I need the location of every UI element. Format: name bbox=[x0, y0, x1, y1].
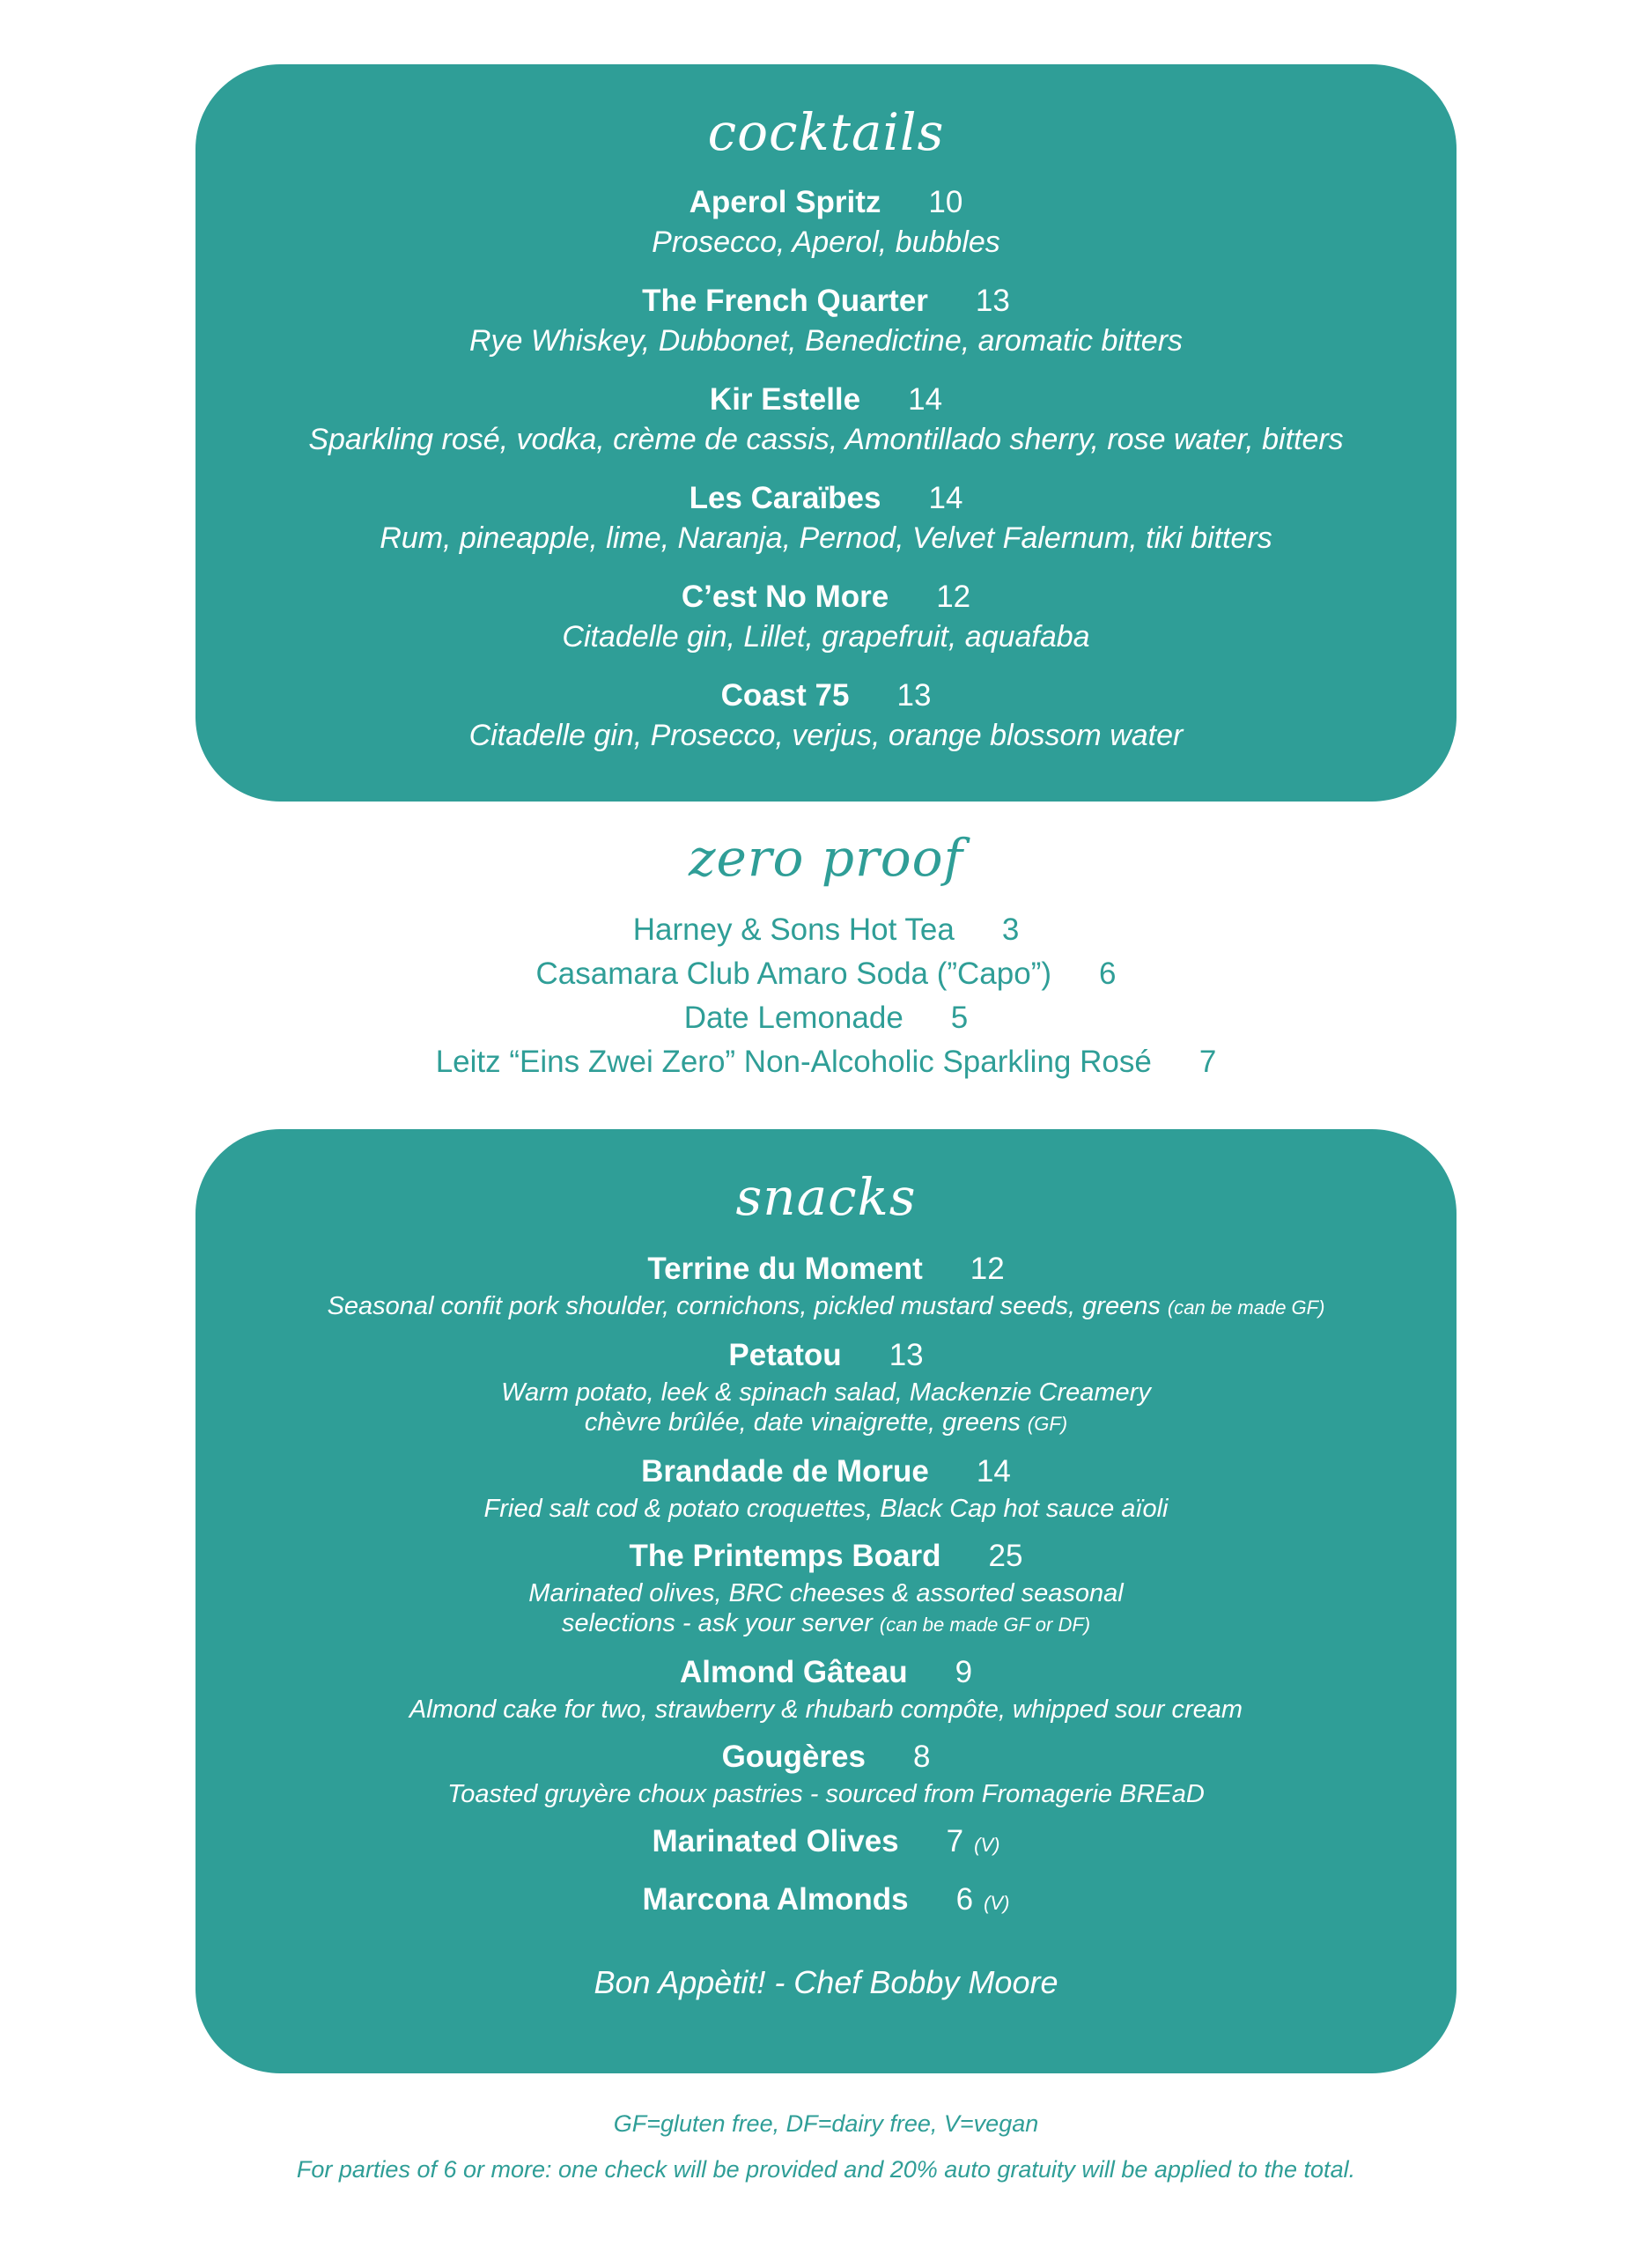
item-price: 13 bbox=[889, 1338, 924, 1372]
item-name: Almond Gâteau bbox=[679, 1655, 908, 1689]
menu-item bbox=[195, 1450, 1457, 1524]
item-price: 7 bbox=[1198, 1045, 1217, 1079]
snacks-heading: snacks bbox=[735, 1167, 917, 1227]
menu-item bbox=[195, 1735, 1457, 1809]
item-name: Gougères bbox=[721, 1740, 866, 1774]
item-price: 14 bbox=[976, 1454, 1011, 1489]
item-name: Kir Estelle bbox=[709, 382, 861, 417]
snacks-list bbox=[195, 1247, 1457, 1925]
menu-item bbox=[0, 952, 1652, 996]
menu-item bbox=[195, 182, 1457, 262]
menu-item bbox=[195, 1651, 1457, 1725]
menu-item bbox=[0, 1040, 1652, 1084]
menu-item bbox=[0, 908, 1652, 952]
menu-item bbox=[195, 1820, 1457, 1867]
item-description: Warm potato, leek & spinach salad, Mackenzie Creamery bbox=[501, 1378, 1151, 1407]
item-name: Harney & Sons Hot Tea bbox=[632, 912, 955, 947]
item-name: Date Lemonade bbox=[683, 1001, 903, 1035]
item-name: Terrine du Moment bbox=[647, 1252, 923, 1286]
item-name: Coast 75 bbox=[720, 678, 850, 713]
menu-item bbox=[195, 1878, 1457, 1925]
vegan-tag: (V) bbox=[974, 1834, 1000, 1856]
item-name: Marinated Olives bbox=[652, 1824, 899, 1858]
menu-item bbox=[195, 1334, 1457, 1439]
item-price: 14 bbox=[928, 481, 963, 515]
item-description: Marinated olives, BRC cheeses & assorted seasonal bbox=[528, 1579, 1124, 1607]
item-name: Leitz “Eins Zwei Zero” Non-Alcoholic Sparkling Rosé bbox=[435, 1045, 1152, 1079]
dietary-note: (can be made GF or DF) bbox=[879, 1614, 1091, 1636]
menu-item bbox=[195, 1247, 1457, 1323]
item-description: Sparkling rosé, vodka, crème de cassis, Amontillado sherry, rose water, bitters bbox=[308, 423, 1344, 456]
menu-item bbox=[195, 281, 1457, 360]
item-description: Rye Whiskey, Dubbonet, Benedictine, aromatic bitters bbox=[468, 324, 1184, 358]
menu-item bbox=[195, 676, 1457, 755]
item-price: 9 bbox=[955, 1655, 973, 1689]
item-price: 13 bbox=[896, 678, 932, 713]
item-price: 14 bbox=[908, 382, 943, 417]
item-name: Aperol Spritz bbox=[689, 185, 881, 219]
item-name: C’est No More bbox=[681, 580, 889, 614]
item-name: The French Quarter bbox=[642, 284, 928, 318]
item-price: 10 bbox=[928, 185, 963, 219]
menu-item bbox=[195, 478, 1457, 558]
dietary-note: (GF) bbox=[1027, 1413, 1068, 1435]
item-name: Casamara Club Amaro Soda (”Capo”) bbox=[535, 957, 1052, 991]
item-description: Rum, pineapple, lime, Naranja, Pernod, Velvet Falernum, tiki bitters bbox=[380, 521, 1272, 555]
item-description: Seasonal confit pork shoulder, cornichons, pickled mustard seeds, greens bbox=[327, 1292, 1161, 1320]
zero-proof-section bbox=[0, 828, 1652, 1084]
item-description: Toasted gruyère choux pastries - sourced from Fromagerie BREaD bbox=[447, 1780, 1205, 1808]
item-name: The Printemps Board bbox=[629, 1539, 941, 1573]
snacks-section bbox=[195, 1129, 1457, 2073]
item-price: 5 bbox=[950, 1001, 969, 1035]
item-price: 12 bbox=[970, 1252, 1005, 1286]
item-name: Les Caraïbes bbox=[689, 481, 881, 515]
item-price: 12 bbox=[936, 580, 971, 614]
item-price: 13 bbox=[975, 284, 1010, 318]
dietary-legend: GF=gluten free, DF=dairy free, V=vegan bbox=[613, 2110, 1039, 2137]
menu-item bbox=[0, 996, 1652, 1040]
item-price: 25 bbox=[988, 1539, 1023, 1573]
item-price: 6 bbox=[1099, 957, 1117, 991]
chef-signoff: Bon Appètit! - Chef Bobby Moore bbox=[594, 1964, 1058, 2000]
item-description: Citadelle gin, Prosecco, verjus, orange blossom water bbox=[468, 719, 1184, 752]
gratuity-policy: For parties of 6 or more: one check will be provided and 20% auto gratuity will be applied to the total. bbox=[296, 2156, 1356, 2183]
menu-footer bbox=[0, 2101, 1652, 2192]
item-name: Marcona Almonds bbox=[642, 1882, 909, 1917]
item-price: 3 bbox=[1001, 912, 1020, 947]
menu-item bbox=[195, 1534, 1457, 1640]
item-description: Fried salt cod & potato croquettes, Black Cap hot sauce aïoli bbox=[483, 1495, 1169, 1523]
cocktails-heading: cocktails bbox=[707, 102, 945, 162]
cocktails-section bbox=[195, 64, 1457, 802]
zero-proof-heading: zero proof bbox=[688, 828, 964, 888]
item-description: Prosecco, Aperol, bubbles bbox=[652, 225, 1000, 259]
item-price: 8 bbox=[912, 1740, 931, 1774]
menu-item bbox=[195, 380, 1457, 459]
dietary-note: (can be made GF) bbox=[1167, 1297, 1325, 1319]
menu-item bbox=[195, 577, 1457, 656]
item-price: 7 bbox=[946, 1824, 964, 1858]
item-name: Brandade de Morue bbox=[641, 1454, 929, 1489]
item-description-cont: chèvre brûlée, date vinaigrette, greens bbox=[584, 1408, 1021, 1437]
item-name: Petatou bbox=[728, 1338, 842, 1372]
item-price: 6 bbox=[955, 1882, 974, 1917]
item-description: Citadelle gin, Lillet, grapefruit, aquafaba bbox=[562, 620, 1090, 654]
cocktails-list bbox=[195, 182, 1457, 755]
vegan-tag: (V) bbox=[984, 1892, 1010, 1914]
item-description-cont: selections - ask your server bbox=[561, 1609, 873, 1637]
item-description: Almond cake for two, strawberry & rhubarb compôte, whipped sour cream bbox=[409, 1696, 1243, 1724]
